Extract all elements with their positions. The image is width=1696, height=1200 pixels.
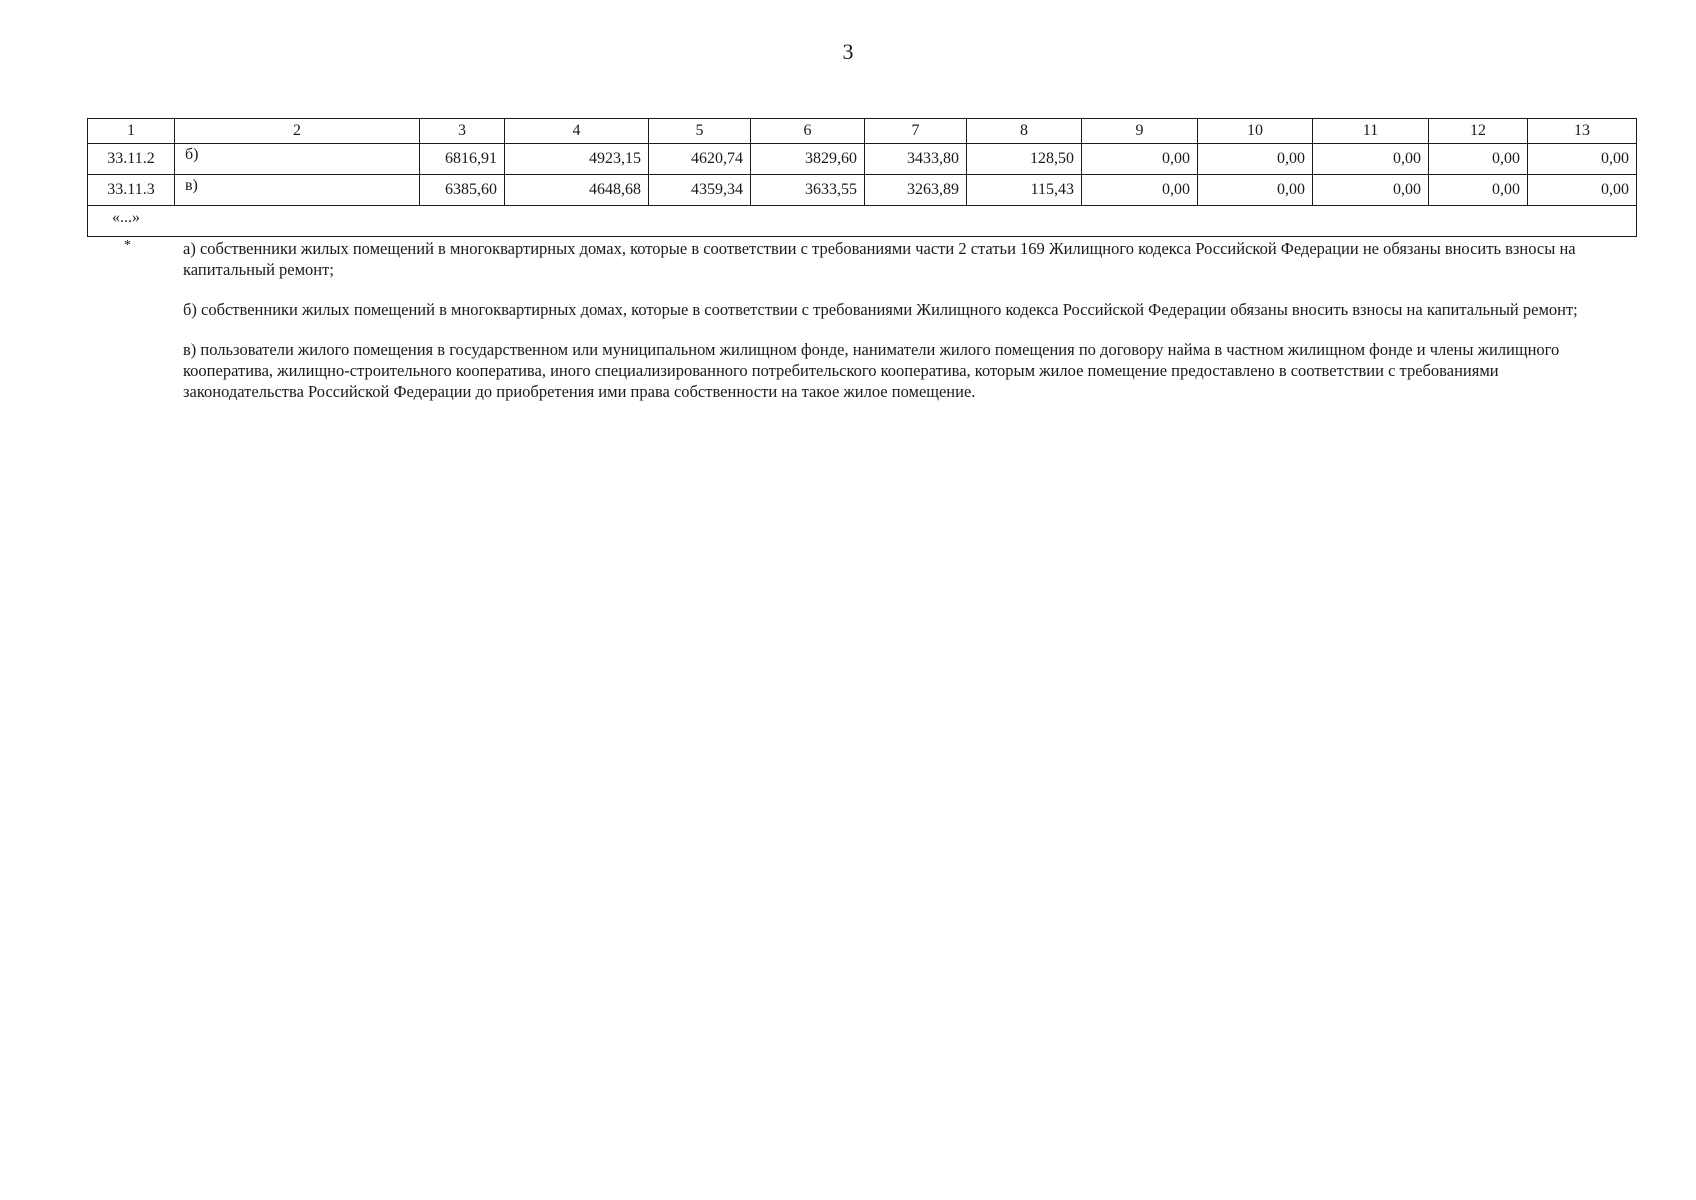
table-cell: 6816,91 bbox=[420, 144, 505, 175]
table-cell: 115,43 bbox=[967, 175, 1082, 206]
column-header: 4 bbox=[505, 119, 649, 144]
column-header: 12 bbox=[1429, 119, 1528, 144]
column-header: 11 bbox=[1313, 119, 1429, 144]
row-label: б) bbox=[175, 144, 420, 175]
column-header: 5 bbox=[649, 119, 751, 144]
table-cell: 4923,15 bbox=[505, 144, 649, 175]
row-code: 33.11.2 bbox=[88, 144, 175, 175]
column-header: 8 bbox=[967, 119, 1082, 144]
column-header: 3 bbox=[420, 119, 505, 144]
table-cell: 3829,60 bbox=[751, 144, 865, 175]
footnote-note-a: а) собственники жилых помещений в многоквартирных домах, которые в соответствии с требованиями части 2 статьи 169 Жилищного кодекса Российской Федерации не обязаны вносить взносы на капитальный ремонт; bbox=[183, 239, 1576, 279]
column-header: 6 bbox=[751, 119, 865, 144]
table-cell: 4359,34 bbox=[649, 175, 751, 206]
footnote-marker: * bbox=[124, 238, 131, 253]
table-cell: 3263,89 bbox=[865, 175, 967, 206]
table-header-row bbox=[88, 119, 1637, 144]
footnote-notes bbox=[183, 238, 1623, 421]
table-cell: 0,00 bbox=[1198, 175, 1313, 206]
table-cell: 0,00 bbox=[1313, 175, 1429, 206]
page-number: 3 bbox=[842, 39, 854, 64]
table-cell: 4648,68 bbox=[505, 175, 649, 206]
table-cell: 0,00 bbox=[1429, 175, 1528, 206]
table-cell: 0,00 bbox=[1429, 144, 1528, 175]
table-cell: 0,00 bbox=[1528, 144, 1637, 175]
column-header: 7 bbox=[865, 119, 967, 144]
column-header: 10 bbox=[1198, 119, 1313, 144]
table-cell: 3633,55 bbox=[751, 175, 865, 206]
column-header: 9 bbox=[1082, 119, 1198, 144]
data-table bbox=[87, 118, 1637, 237]
table-cell: 0,00 bbox=[1313, 144, 1429, 175]
table-cell: 128,50 bbox=[967, 144, 1082, 175]
table-cell: 6385,60 bbox=[420, 175, 505, 206]
table-row bbox=[88, 144, 1637, 175]
table-cell: 4620,74 bbox=[649, 144, 751, 175]
footnote-note-v: в) пользователи жилого помещения в государственном или муниципальном жилищном фонде, наниматели жилого помещения по договору найма в частном жилищном фонде и члены жилищного кооператива, жилищно-строительного кооператива, иного специализированного потребительского кооператива, которым жилое помещение предоставлено в соответствии с требованиями законодательства Российской Федерации до приобретения ими права собственности на такое жилое помещение. bbox=[183, 340, 1560, 401]
row-code: 33.11.3 bbox=[88, 175, 175, 206]
table-cell: 0,00 bbox=[1082, 175, 1198, 206]
table-cell: 0,00 bbox=[1198, 144, 1313, 175]
row-label: в) bbox=[175, 175, 420, 206]
ellipsis-cell: «...» bbox=[88, 206, 1637, 237]
table-cell: 0,00 bbox=[1528, 175, 1637, 206]
table-cell: 0,00 bbox=[1082, 144, 1198, 175]
footnote-note-b: б) собственники жилых помещений в многоквартирных домах, которые в соответствии с требованиями Жилищного кодекса Российской Федерации обязаны вносить взносы на капитальный ремонт; bbox=[183, 300, 1578, 319]
column-header: 1 bbox=[88, 119, 175, 144]
table-cell: 3433,80 bbox=[865, 144, 967, 175]
table-row bbox=[88, 175, 1637, 206]
table-ellipsis-row bbox=[88, 206, 1637, 237]
column-header: 2 bbox=[175, 119, 420, 144]
column-header: 13 bbox=[1528, 119, 1637, 144]
